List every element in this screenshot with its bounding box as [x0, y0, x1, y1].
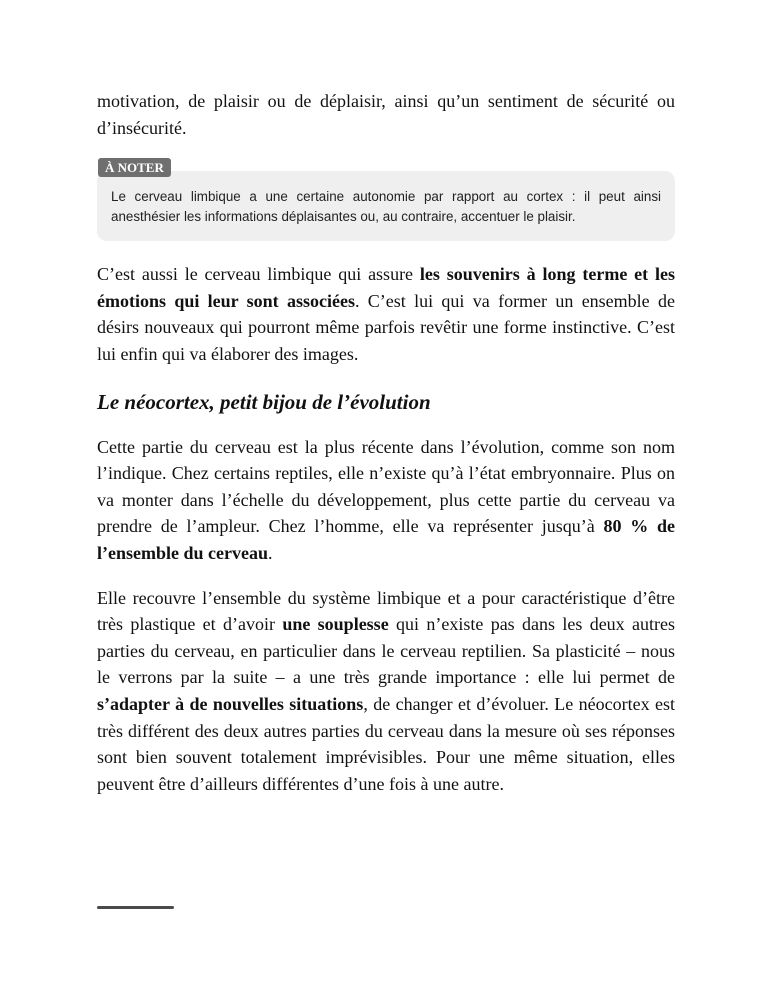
text-run: Cette partie du cerveau est la plus récente dans l’évolution, comme son nom l’indique. Chez certains reptiles, elle n’existe qu’à l’état embryonnaire. Plus on va monter dans l’échelle du développement, plus cette partie du cerveau va prendre de l’ampleur. Chez l’homme, elle va représenter jusqu’à — [97, 436, 675, 537]
text-run: . C’est lui qui va former un ensemble de désirs nouveaux qui pourront même parfois revêtir une forme instinctive. C’est lui enfin qui va élaborer des images. — [97, 290, 675, 364]
text-run: Elle recouvre l’ensemble du système limbique et a pour caractéristique d’être très plastique et d’avoir — [97, 587, 675, 635]
note-label-badge: À NOTER — [98, 158, 171, 177]
text-run: C’est aussi le cerveau limbique qui assure — [97, 264, 420, 285]
paragraph-limbic-memory — [97, 261, 675, 367]
paragraph-motivation: motivation, de plaisir ou de déplaisir, ainsi qu’un sentiment de sécurité ou d’insécurité. — [97, 91, 675, 138]
bold-text-run: 80 % de l’ensemble du cerveau — [97, 516, 676, 563]
note-callout — [97, 158, 675, 241]
footnote-separator-rule — [97, 906, 174, 909]
note-box-text: Le cerveau limbique a une certaine autonomie par rapport au cortex : il peut ainsi anesthésier les informations déplaisantes ou, au contraire, accentuer le plaisir. — [97, 171, 675, 241]
text-run: . — [267, 542, 273, 563]
page-content — [97, 88, 675, 797]
paragraph-neocortex-evolution — [97, 434, 675, 567]
paragraph-neocortex-plasticity — [97, 585, 675, 798]
text-run: , de changer et d’évoluer. Le néocortex est très différent des deux autres parties du cerveau dans la mesure où ses réponses sont bien souvent totalement imprévisibles. Pour une même situation, elles peuvent être d’ailleurs différentes d’une fois à une autre. — [97, 693, 675, 794]
text-run: qui n’existe pas dans les deux autres parties du cerveau, en particulier dans le cerveau reptilien. Sa plasticité – nous le verrons par la suite – a une très grande importance : elle lui permet de — [97, 614, 675, 688]
bold-text-run: s’adapter à de nouvelles situations — [97, 693, 364, 714]
bold-text-run: une souplesse — [282, 614, 389, 635]
bold-text-run: les souvenirs à long terme et les émotions qui leur sont associées — [97, 264, 675, 311]
section-heading: Le néocortex, petit bijou de l’évolution — [97, 389, 431, 414]
